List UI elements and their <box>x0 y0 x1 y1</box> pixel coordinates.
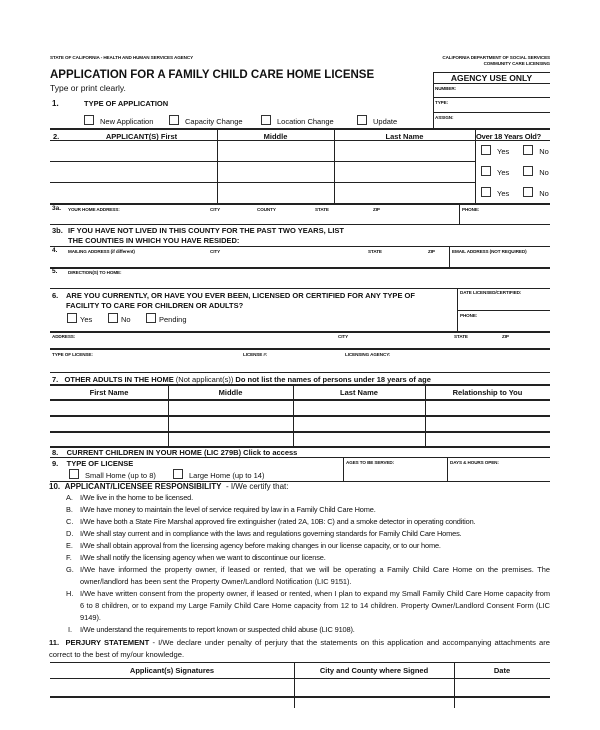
agency-use-title: AGENCY USE ONLY <box>450 73 533 83</box>
checkbox[interactable] <box>261 115 271 125</box>
over18-row3: Yes No <box>481 187 549 198</box>
checkbox-yes[interactable] <box>481 166 491 176</box>
checkbox-no[interactable] <box>523 166 533 176</box>
col-middle: Middle <box>218 388 243 397</box>
over18-row2: Yes No <box>481 166 549 177</box>
option-new-application[interactable]: New Application <box>84 115 153 126</box>
option-pending[interactable]: Pending <box>146 313 187 324</box>
label-city: CITY <box>210 207 221 212</box>
label-zip: ZIP <box>373 207 380 212</box>
checkbox[interactable] <box>67 313 77 323</box>
form-title: APPLICATION FOR A FAMILY CHILD CARE HOME LICENSE <box>50 69 375 81</box>
label-type-of-license: TYPE OF LICENSE: <box>52 352 93 357</box>
section-9-header: 9. TYPE OF LICENSE <box>52 459 134 468</box>
label-directions: DIRECTION(S) TO HOME: <box>68 270 122 275</box>
label-mailing-zip: ZIP <box>428 249 435 254</box>
section-1-number: 1. <box>52 99 59 108</box>
label-date-licensed: DATE LICENSED/CERTIFIED: <box>460 290 522 295</box>
checkbox-yes[interactable] <box>481 145 491 155</box>
agency-header-left: STATE OF CALIFORNIA - HEALTH AND HUMAN SERVICES AGENCY <box>50 55 194 60</box>
col-over-18: Over 18 Years Old? <box>476 132 542 141</box>
form-subtitle: Type or print clearly. <box>50 83 126 93</box>
checkbox[interactable] <box>173 469 183 479</box>
section-3b-number: 3b. <box>52 226 63 235</box>
label-email: EMAIL ADDRESS (NOT REQUIRED) <box>452 249 527 254</box>
col-last-name: Last Name <box>385 132 424 141</box>
section-6-line1: ARE YOU CURRENTLY, OR HAVE YOU EVER BEEN, LICENSED OR CERTIFIED FOR ANY TYPE OF <box>66 291 415 300</box>
agency-type-label: TYPE: <box>435 100 449 105</box>
section-8[interactable]: 8. CURRENT CHILDREN IN YOUR HOME (LIC 279B) Click to access <box>52 448 298 457</box>
responsibility-item-i: I. I/We understand the requirements to report known or suspected child abuse (LIC 9108). <box>68 625 355 634</box>
section-2-number: 2. <box>53 132 60 141</box>
responsibility-item-b: B. I/We have money to maintain the level of service required by law in a Family Child Care Home. <box>66 505 376 514</box>
col-date: Date <box>493 666 511 675</box>
section-3b-line1: IF YOU HAVE NOT LIVED IN THIS COUNTY FOR THE PAST TWO YEARS, LIST <box>68 226 344 235</box>
col-middle: Middle <box>263 132 288 141</box>
label-prior-city: CITY <box>338 334 349 339</box>
section-3b-line2: THE COUNTIES IN WHICH YOU HAVE RESIDED: <box>68 236 240 245</box>
checkbox[interactable] <box>84 115 94 125</box>
option-yes[interactable]: Yes <box>67 313 92 324</box>
label-home-address: YOUR HOME ADDRESS: <box>68 207 120 212</box>
label-licensing-agency: LICENSING AGENCY: <box>345 352 391 357</box>
label-mailing-address: MAILING ADDRESS (if different) <box>68 249 135 254</box>
col-signatures: Applicant(s) Signatures <box>129 666 215 675</box>
responsibility-item-a: A. I/We live in the home to be licensed. <box>66 493 194 502</box>
checkbox[interactable] <box>108 313 118 323</box>
checkbox-no[interactable] <box>523 187 533 197</box>
responsibility-and-signature-block <box>49 492 550 709</box>
responsibility-item-g: G. I/We have informed the property owner, if leased or rented, that we will be operating a Family Child Care Home on the premises. The owner/landlord has been sent the Property Owner/Landlord Notification (LIC 9151). <box>66 565 550 586</box>
option-update[interactable]: Update <box>357 115 397 126</box>
checkbox[interactable] <box>69 469 79 479</box>
responsibility-item-d: D. I/We shall stay current and in compliance with the laws and regulations governing standards for Family Child Care Homes. <box>66 529 462 538</box>
checkbox[interactable] <box>357 115 367 125</box>
agency-number-label: NUMBER: <box>435 86 456 91</box>
signature-table <box>50 661 550 709</box>
label-license-number: LICENSE #: <box>243 352 268 357</box>
department-header-line2: COMMUNITY CARE LICENSING <box>483 61 550 66</box>
option-large-home[interactable]: Large Home (up to 14) <box>173 469 264 480</box>
checkbox[interactable] <box>169 115 179 125</box>
section-3a-number: 3a. <box>52 205 62 212</box>
option-small-home[interactable]: Small Home (up to 8) <box>69 469 156 480</box>
option-capacity-change[interactable]: Capacity Change <box>169 115 243 126</box>
label-state: STATE <box>315 207 329 212</box>
section-6-number: 6. <box>52 291 59 300</box>
label-prior-state: STATE <box>454 334 468 339</box>
label-ages-served: AGES TO BE SERVED: <box>346 460 395 465</box>
label-mailing-state: STATE <box>368 249 382 254</box>
agency-assign-label: ASSIGN: <box>435 115 454 120</box>
section-11-perjury: 11. PERJURY STATEMENT - I/We declare under penalty of perjury that the statements on this application and accompanying attachments are correct to the best of my/our knowledge. <box>49 638 550 659</box>
label-phone: PHONE: <box>462 207 480 212</box>
checkbox-no[interactable] <box>523 145 533 155</box>
col-last-name: Last Name <box>340 388 378 397</box>
label-prior-address: ADDRESS: <box>52 334 76 339</box>
responsibility-item-e: E. I/We shall obtain approval from the licensing agency before making changes in our license capacity, or to our home. <box>66 541 441 550</box>
col-city-county: City and County where Signed <box>319 666 429 675</box>
col-first-name: First Name <box>89 388 129 397</box>
section-10-header: 10. APPLICANT/LICENSEE RESPONSIBILITY - I/We certify that: <box>49 482 289 491</box>
option-no[interactable]: No <box>108 313 131 324</box>
section-4-number: 4. <box>52 247 58 254</box>
label-county: COUNTY <box>257 207 276 212</box>
responsibility-item-h: H. I/We have written consent from the property owner, if leased or rented, when I plan to expand my Small Family Child Care Home capacity from 6 to 8 children, or to expand my Large Family Child Care Home capacity from 12 to 14 children. Property Owner/Landlord Consent Form (LIC 9149). <box>66 589 550 622</box>
responsibility-item-f: F. I/We shall notify the licensing agency when we want to discontinue our license. <box>66 553 326 562</box>
label-prior-phone: PHONE: <box>460 313 478 318</box>
checkbox-yes[interactable] <box>481 187 491 197</box>
label-mailing-city: CITY <box>210 249 221 254</box>
checkbox[interactable] <box>146 313 156 323</box>
over18-row1: Yes No <box>481 145 549 156</box>
section-5-number: 5. <box>52 268 58 275</box>
label-days-hours: DAYS & HOURS OPEN: <box>450 460 499 465</box>
section-6-line2: FACILITY TO CARE FOR CHILDREN OR ADULTS? <box>66 301 244 310</box>
section-7-header: 7. OTHER ADULTS IN THE HOME (Not applicant(s)) Do not list the names of persons under 18 years of age <box>52 375 431 384</box>
option-location-change[interactable]: Location Change <box>261 115 334 126</box>
department-header-line1: CALIFORNIA DEPARTMENT OF SOCIAL SERVICES <box>442 55 550 60</box>
responsibility-item-c: C. I/We have both a State Fire Marshal approved fire extinguisher (rated 2A, 10B: C) and a smoke detector in operating condition. <box>66 517 476 526</box>
col-relationship: Relationship to You <box>452 388 523 397</box>
label-prior-zip: ZIP <box>502 334 509 339</box>
col-applicant-first: APPLICANT(S) First <box>105 132 178 141</box>
section-1-title: TYPE OF APPLICATION <box>84 99 169 108</box>
